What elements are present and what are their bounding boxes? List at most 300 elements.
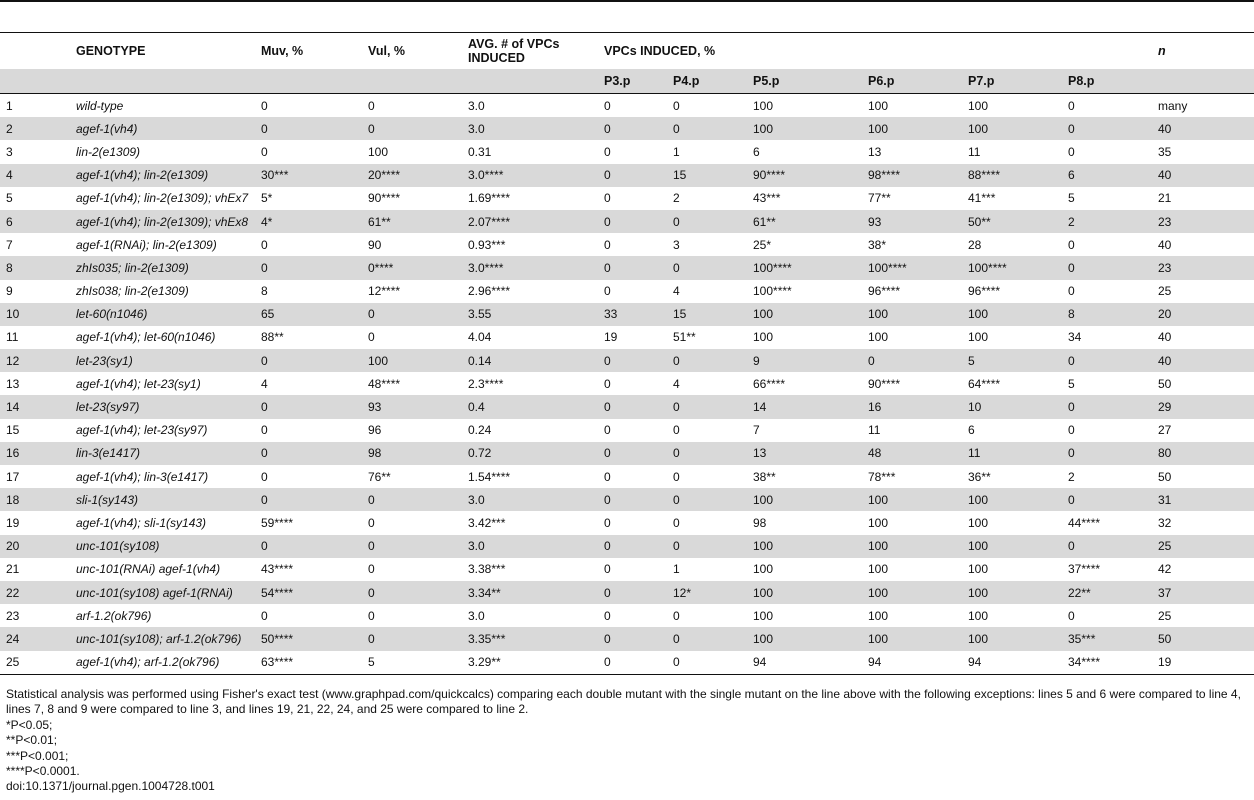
p6p-value: 100 xyxy=(862,117,962,140)
p7p-value: 88**** xyxy=(962,164,1062,187)
n-value: 25 xyxy=(1158,608,1172,623)
p6p-value: 100 xyxy=(862,627,962,650)
n-value: 40 xyxy=(1158,330,1172,345)
p7p-value: 100 xyxy=(968,608,989,623)
muv-value: 65 xyxy=(255,303,362,326)
p3p-value: 0 xyxy=(604,144,611,159)
n-value: 21 xyxy=(1158,191,1172,206)
p5p-value: 100 xyxy=(753,98,774,113)
vul-value: 0 xyxy=(368,608,375,623)
muv-value: 63**** xyxy=(255,651,362,675)
p5p-value: 100 xyxy=(747,303,862,326)
p4p-value: 0 xyxy=(673,608,680,623)
table-row xyxy=(0,94,1254,118)
p4p-value: 12* xyxy=(667,581,747,604)
p7p-value: 100 xyxy=(962,303,1062,326)
muv-value: 0 xyxy=(255,488,362,511)
p4p-value: 0 xyxy=(667,488,747,511)
muv-value: 0 xyxy=(255,256,362,279)
table-row xyxy=(0,187,1254,210)
p3p-value: 0 xyxy=(604,98,611,113)
muv-value: 0 xyxy=(261,423,268,438)
subheader-blank xyxy=(255,69,362,94)
p5p-value: 61** xyxy=(747,210,862,233)
p4p-value: 0 xyxy=(673,423,680,438)
muv-value: 4* xyxy=(255,210,362,233)
n-value: 40 xyxy=(1152,117,1254,140)
avg-vpcs-value: 3.35*** xyxy=(462,627,598,650)
muv-value: 0 xyxy=(255,117,362,140)
muv-value: 0 xyxy=(255,442,362,465)
subheader-p5p: P5.p xyxy=(747,69,862,94)
p7p-value: 100 xyxy=(962,535,1062,558)
genotype: zhIs035; lin-2(e1309) xyxy=(70,256,255,279)
p4p-value: 3 xyxy=(673,237,680,252)
avg-vpcs-value: 3.0 xyxy=(462,117,598,140)
muv-value: 4 xyxy=(261,376,268,391)
p4p-value: 4 xyxy=(673,376,680,391)
p3p-value: 0 xyxy=(604,237,611,252)
row-index: 6 xyxy=(0,210,70,233)
vul-value: 0 xyxy=(368,562,375,577)
avg-vpcs-value: 3.38*** xyxy=(468,562,506,577)
p3p-value: 0 xyxy=(598,349,667,372)
p6p-value: 11 xyxy=(868,423,881,438)
avg-vpcs-value: 3.55 xyxy=(462,303,598,326)
table-row xyxy=(0,511,1254,534)
avg-vpcs-value: 0.93*** xyxy=(468,237,506,252)
p8p-value: 0 xyxy=(1068,98,1075,113)
n-value: 29 xyxy=(1152,395,1254,418)
p6p-value: 100 xyxy=(862,488,962,511)
row-index: 4 xyxy=(0,164,70,187)
muv-value: 0 xyxy=(255,535,362,558)
avg-vpcs-value: 3.34** xyxy=(462,581,598,604)
table-row xyxy=(0,140,1254,163)
genotype: unc-101(RNAi) agef-1(vh4) xyxy=(76,562,221,577)
n-value: 23 xyxy=(1152,210,1254,233)
muv-value: 0 xyxy=(261,144,268,159)
genotype: unc-101(sy108) xyxy=(70,535,255,558)
vul-value: 5 xyxy=(362,651,462,675)
p6p-value: 38* xyxy=(868,237,887,252)
p5p-value: 66**** xyxy=(753,376,786,391)
p5p-value: 100 xyxy=(753,608,774,623)
avg-vpcs-value: 2.07**** xyxy=(462,210,598,233)
p3p-value: 0 xyxy=(598,488,667,511)
p7p-value: 28 xyxy=(968,237,982,252)
genotype: agef-1(vh4); lin-2(e1309); vhEx7 xyxy=(76,191,249,206)
p7p-value: 50** xyxy=(962,210,1062,233)
vul-value: 0 xyxy=(362,535,462,558)
genotype: sli-1(sy143) xyxy=(70,488,255,511)
p6p-value: 100**** xyxy=(862,256,962,279)
table-row xyxy=(0,210,1254,233)
genotype: let-23(sy1) xyxy=(70,349,255,372)
p3p-value: 0 xyxy=(604,608,611,623)
row-index: 19 xyxy=(6,515,20,530)
footnote-p1: *P<0.05; xyxy=(6,717,53,732)
header-genotype: GENOTYPE xyxy=(70,33,255,70)
p8p-value: 5 xyxy=(1068,191,1075,206)
p4p-value: 51** xyxy=(673,330,696,345)
genotype: agef-1(RNAi); lin-2(e1309) xyxy=(76,237,217,252)
p3p-value: 0 xyxy=(598,581,667,604)
p4p-value: 1 xyxy=(673,144,680,159)
subheader-p3p: P3.p xyxy=(598,69,667,94)
subheader-blank xyxy=(0,69,70,94)
genotype: unc-101(sy108); arf-1.2(ok796) xyxy=(70,627,255,650)
p6p-value: 13 xyxy=(868,144,882,159)
p7p-value: 10 xyxy=(962,395,1062,418)
p7p-value: 36** xyxy=(968,469,991,484)
subheader-blank xyxy=(70,69,255,94)
p3p-value: 19 xyxy=(604,330,618,345)
p7p-value: 6 xyxy=(968,423,975,438)
table-row xyxy=(0,117,1254,140)
p5p-value: 100 xyxy=(747,488,862,511)
subheader-p8p: P8.p xyxy=(1062,69,1152,94)
vul-value: 0 xyxy=(362,117,462,140)
footnote-p2: **P<0.01; xyxy=(6,733,58,748)
n-value: 80 xyxy=(1152,442,1254,465)
p3p-value: 0 xyxy=(604,469,611,484)
vul-value: 48**** xyxy=(368,376,401,391)
subheader-p6p: P6.p xyxy=(862,69,962,94)
header-index xyxy=(0,33,70,70)
p6p-value: 96**** xyxy=(868,284,901,299)
p4p-value: 0 xyxy=(667,210,747,233)
p6p-value: 78*** xyxy=(868,469,896,484)
muv-value: 88** xyxy=(261,330,284,345)
p3p-value: 0 xyxy=(598,395,667,418)
p8p-value: 0 xyxy=(1062,488,1152,511)
table-row xyxy=(0,280,1254,303)
row-index: 24 xyxy=(0,627,70,650)
p7p-value: 100 xyxy=(962,627,1062,650)
avg-vpcs-value: 1.69**** xyxy=(468,191,511,206)
footnote-doi: doi:10.1371/journal.pgen.1004728.t001 xyxy=(6,779,215,794)
avg-vpcs-value: 2.3**** xyxy=(468,376,504,391)
table-body xyxy=(0,94,1254,675)
subheader-blank xyxy=(362,69,462,94)
p8p-value: 37**** xyxy=(1068,562,1101,577)
p5p-value: 100 xyxy=(747,117,862,140)
p8p-value: 34 xyxy=(1068,330,1082,345)
n-value: 35 xyxy=(1158,144,1172,159)
p4p-value: 15 xyxy=(667,303,747,326)
avg-vpcs-value: 3.29** xyxy=(462,651,598,675)
top-rule xyxy=(0,0,1254,2)
footnote-p4: ****P<0.0001. xyxy=(6,764,80,779)
genotype: let-23(sy97) xyxy=(70,395,255,418)
vul-value: 98 xyxy=(362,442,462,465)
table-row xyxy=(0,442,1254,465)
vul-value: 0 xyxy=(368,330,375,345)
row-index: 18 xyxy=(0,488,70,511)
genotype: agef-1(vh4); let-23(sy97) xyxy=(76,423,208,438)
avg-vpcs-value: 3.0 xyxy=(462,535,598,558)
p6p-value: 100 xyxy=(868,515,889,530)
p5p-value: 25* xyxy=(753,237,772,252)
muv-value: 30*** xyxy=(255,164,362,187)
muv-value: 0 xyxy=(255,349,362,372)
subheader-p4p: P4.p xyxy=(667,69,747,94)
n-value: 40 xyxy=(1158,237,1172,252)
header-n: n xyxy=(1152,33,1254,70)
table-row xyxy=(0,558,1254,581)
vul-value: 0 xyxy=(368,98,375,113)
row-index: 25 xyxy=(0,651,70,675)
p3p-value: 0 xyxy=(604,423,611,438)
p8p-value: 8 xyxy=(1062,303,1152,326)
table-footnotes xyxy=(6,687,1250,795)
muv-value: 59**** xyxy=(261,515,294,530)
p6p-value: 100 xyxy=(862,581,962,604)
p4p-value: 0 xyxy=(667,256,747,279)
p5p-value: 6 xyxy=(753,144,760,159)
p4p-value: 0 xyxy=(667,395,747,418)
p5p-value: 100**** xyxy=(747,256,862,279)
n-value: 40 xyxy=(1152,164,1254,187)
genotype: lin-2(e1309) xyxy=(76,144,141,159)
table-row xyxy=(0,419,1254,442)
table-header xyxy=(0,33,1254,94)
p4p-value: 0 xyxy=(667,349,747,372)
p5p-value: 100 xyxy=(747,581,862,604)
avg-vpcs-value: 3.0**** xyxy=(462,256,598,279)
avg-vpcs-value: 0.31 xyxy=(468,144,492,159)
p8p-value: 0 xyxy=(1068,237,1075,252)
n-value: 37 xyxy=(1152,581,1254,604)
muv-value: 43**** xyxy=(261,562,294,577)
n-value: 42 xyxy=(1158,562,1172,577)
header-avg-line2: INDUCED xyxy=(468,51,525,65)
p8p-value: 0 xyxy=(1068,423,1075,438)
p3p-value: 0 xyxy=(604,284,611,299)
n-value: 31 xyxy=(1152,488,1254,511)
p6p-value: 100 xyxy=(862,303,962,326)
p3p-value: 0 xyxy=(604,515,611,530)
avg-vpcs-value: 0.14 xyxy=(462,349,598,372)
p8p-value: 0 xyxy=(1068,144,1075,159)
table-row xyxy=(0,256,1254,279)
genotype: agef-1(vh4); lin-3(e1417) xyxy=(76,469,209,484)
p4p-value: 0 xyxy=(673,98,680,113)
p6p-value: 16 xyxy=(862,395,962,418)
p8p-value: 35*** xyxy=(1062,627,1152,650)
table-row xyxy=(0,465,1254,488)
avg-vpcs-value: 0.72 xyxy=(462,442,598,465)
table-row xyxy=(0,395,1254,418)
muv-value: 5* xyxy=(261,191,273,206)
p4p-value: 0 xyxy=(673,469,680,484)
p8p-value: 0 xyxy=(1062,442,1152,465)
table-row xyxy=(0,535,1254,558)
genotype: agef-1(vh4); let-23(sy1) xyxy=(76,376,201,391)
p6p-value: 100 xyxy=(862,535,962,558)
genotype: agef-1(vh4); lin-2(e1309); vhEx8 xyxy=(70,210,255,233)
p4p-value: 15 xyxy=(667,164,747,187)
vul-value: 0 xyxy=(362,488,462,511)
p6p-value: 100 xyxy=(868,98,889,113)
p8p-value: 0 xyxy=(1068,284,1075,299)
p4p-value: 0 xyxy=(667,442,747,465)
p4p-value: 0 xyxy=(667,627,747,650)
genotype: zhIs038; lin-2(e1309) xyxy=(76,284,189,299)
genotype: agef-1(vh4); arf-1.2(ok796) xyxy=(70,651,255,675)
table-row xyxy=(0,164,1254,187)
p5p-value: 100 xyxy=(747,627,862,650)
p8p-value: 2 xyxy=(1068,469,1075,484)
table-row xyxy=(0,326,1254,349)
p5p-value: 7 xyxy=(753,423,760,438)
footnote-p3: ***P<0.001; xyxy=(6,748,69,763)
p3p-value: 0 xyxy=(604,376,611,391)
table-row xyxy=(0,372,1254,395)
p6p-value: 77** xyxy=(868,191,891,206)
p8p-value: 0 xyxy=(1062,395,1152,418)
genotype: agef-1(vh4); lin-2(e1309) xyxy=(70,164,255,187)
muv-value: 0 xyxy=(261,237,268,252)
row-index: 17 xyxy=(6,469,20,484)
row-index: 9 xyxy=(6,284,13,299)
p8p-value: 0 xyxy=(1062,117,1152,140)
p7p-value: 100**** xyxy=(962,256,1062,279)
p8p-value: 5 xyxy=(1068,376,1075,391)
n-value: 19 xyxy=(1152,651,1254,675)
p8p-value: 22** xyxy=(1062,581,1152,604)
muv-value: 50**** xyxy=(255,627,362,650)
p5p-value: 43*** xyxy=(753,191,781,206)
p7p-value: 96**** xyxy=(968,284,1001,299)
p5p-value: 98 xyxy=(753,515,767,530)
row-index: 22 xyxy=(0,581,70,604)
avg-vpcs-value: 3.42*** xyxy=(468,515,506,530)
p3p-value: 33 xyxy=(598,303,667,326)
vul-value: 0 xyxy=(362,303,462,326)
row-index: 10 xyxy=(0,303,70,326)
table-row xyxy=(0,627,1254,650)
n-value: 50 xyxy=(1152,627,1254,650)
header-avg-vpcs xyxy=(462,33,598,70)
vul-value: 0 xyxy=(368,515,375,530)
avg-vpcs-value: 0.24 xyxy=(468,423,492,438)
p3p-value: 0 xyxy=(598,535,667,558)
avg-vpcs-value: 3.0 xyxy=(462,488,598,511)
header-avg-line1: AVG. # of VPCs xyxy=(468,37,560,51)
vul-value: 61** xyxy=(362,210,462,233)
table-row xyxy=(0,303,1254,326)
p3p-value: 0 xyxy=(598,210,667,233)
p3p-value: 0 xyxy=(598,651,667,675)
p4p-value: 2 xyxy=(673,191,680,206)
vul-value: 90 xyxy=(368,237,382,252)
subheader-p7p: P7.p xyxy=(962,69,1062,94)
p4p-value: 0 xyxy=(673,515,680,530)
vul-value: 0**** xyxy=(362,256,462,279)
p7p-value: 100 xyxy=(968,330,989,345)
muv-value: 0 xyxy=(261,98,268,113)
n-value: 32 xyxy=(1158,515,1172,530)
vul-value: 100 xyxy=(362,349,462,372)
table-row xyxy=(0,233,1254,256)
table-row xyxy=(0,488,1254,511)
genotype: unc-101(sy108) agef-1(RNAi) xyxy=(70,581,255,604)
p6p-value: 100 xyxy=(868,330,889,345)
row-index: 16 xyxy=(0,442,70,465)
n-value: 50 xyxy=(1158,376,1172,391)
p7p-value: 41*** xyxy=(968,191,996,206)
row-index: 2 xyxy=(0,117,70,140)
n-value: many xyxy=(1158,98,1188,113)
p4p-value: 0 xyxy=(667,651,747,675)
avg-vpcs-value: 3.0 xyxy=(468,98,485,113)
avg-vpcs-value: 2.96**** xyxy=(468,284,511,299)
table-row xyxy=(0,349,1254,372)
p7p-value: 100 xyxy=(968,562,989,577)
genotype: let-60(n1046) xyxy=(70,303,255,326)
vul-value: 96 xyxy=(368,423,382,438)
p4p-value: 0 xyxy=(667,535,747,558)
avg-vpcs-value: 4.04 xyxy=(468,330,492,345)
p4p-value: 1 xyxy=(673,562,680,577)
header-vpcs-induced: VPCs INDUCED, % xyxy=(598,33,1152,70)
p7p-value: 11 xyxy=(962,442,1062,465)
table-row xyxy=(0,651,1254,675)
vul-value: 20**** xyxy=(362,164,462,187)
genotype: arf-1.2(ok796) xyxy=(76,608,152,623)
p3p-value: 0 xyxy=(598,256,667,279)
row-index: 5 xyxy=(6,191,13,206)
vul-value: 12**** xyxy=(368,284,401,299)
p3p-value: 0 xyxy=(598,442,667,465)
vul-value: 0 xyxy=(362,581,462,604)
p5p-value: 100 xyxy=(753,330,774,345)
n-value: 25 xyxy=(1152,535,1254,558)
muv-value: 8 xyxy=(261,284,268,299)
n-value: 23 xyxy=(1152,256,1254,279)
vul-value: 0 xyxy=(362,627,462,650)
p8p-value: 0 xyxy=(1062,256,1152,279)
subheader-blank xyxy=(462,69,598,94)
row-index: 20 xyxy=(0,535,70,558)
row-index: 13 xyxy=(6,376,20,391)
genotype: agef-1(vh4) xyxy=(70,117,255,140)
p8p-value: 0 xyxy=(1068,608,1075,623)
p7p-value: 11 xyxy=(968,144,981,159)
subheader-blank xyxy=(1152,69,1254,94)
p5p-value: 100 xyxy=(753,562,774,577)
muv-value: 0 xyxy=(261,469,268,484)
n-value: 20 xyxy=(1152,303,1254,326)
p8p-value: 34**** xyxy=(1062,651,1152,675)
p3p-value: 0 xyxy=(598,627,667,650)
n-value: 25 xyxy=(1158,284,1172,299)
table-row xyxy=(0,581,1254,604)
p8p-value: 2 xyxy=(1062,210,1152,233)
p3p-value: 0 xyxy=(598,117,667,140)
muv-value: 54**** xyxy=(255,581,362,604)
row-index: 8 xyxy=(0,256,70,279)
genotype: agef-1(vh4); let-60(n1046) xyxy=(76,330,216,345)
vul-value: 76** xyxy=(368,469,391,484)
p6p-value: 90**** xyxy=(868,376,901,391)
p7p-value: 100 xyxy=(968,98,989,113)
genotype: wild-type xyxy=(76,98,124,113)
p3p-value: 0 xyxy=(604,191,611,206)
p5p-value: 90**** xyxy=(747,164,862,187)
